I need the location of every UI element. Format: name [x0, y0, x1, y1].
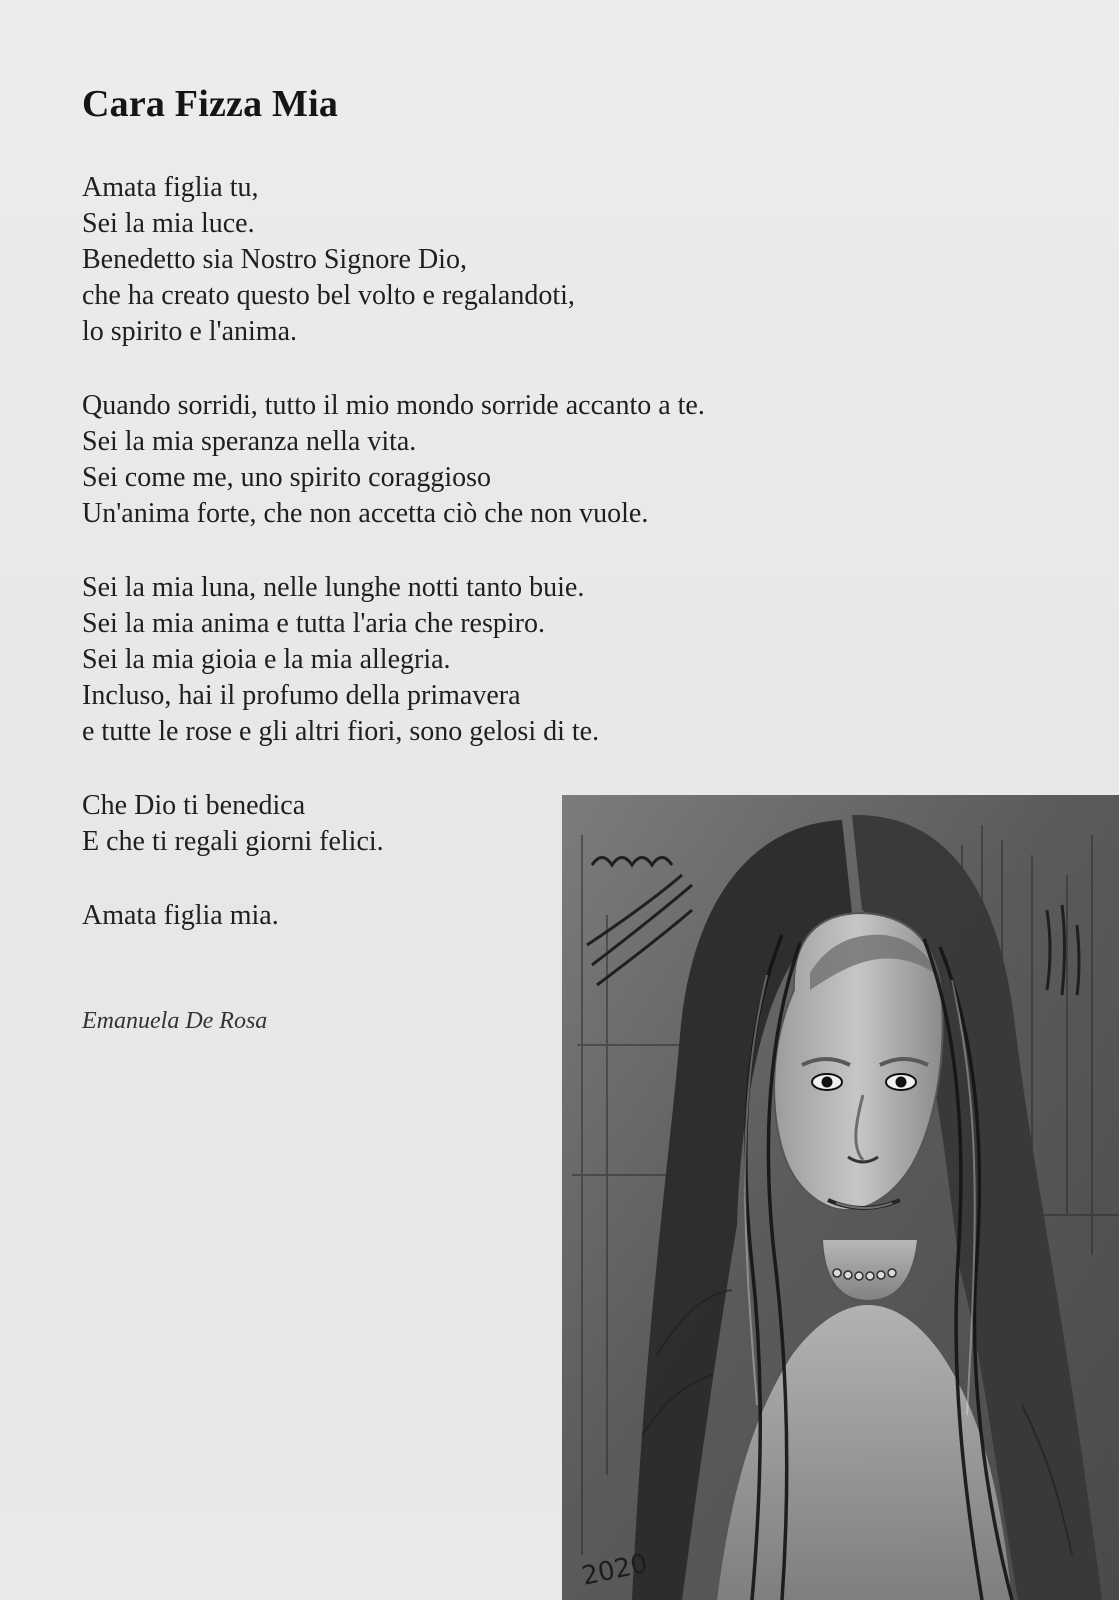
poem-line: Un'anima forte, che non accetta ciò che non vuole.: [82, 497, 649, 529]
poem-line: Sei come me, uno spirito coraggioso: [82, 461, 492, 493]
poem-line: Sei la mia luna, nelle lunghe notti tanto buie.: [82, 571, 585, 603]
portrait-drawing: [562, 795, 1119, 1600]
poem-line: che ha creato questo bel volto e regalandoti,: [82, 279, 575, 311]
poem-line: Benedetto sia Nostro Signore Dio,: [82, 243, 467, 275]
poem-line: Quando sorridi, tutto il mio mondo sorride accanto a te.: [82, 389, 705, 421]
poem-line: Sei la mia luce.: [82, 207, 255, 239]
stanza-3: [82, 570, 842, 750]
poem-title: Cara Fizza Mia: [82, 83, 339, 125]
poem-line: E che ti regali giorni felici.: [82, 825, 384, 857]
portrait-signature: 2020: [579, 1548, 651, 1592]
stanza-2: [82, 388, 842, 532]
portrait-illustration: [562, 795, 1119, 1600]
poem-line: Che Dio ti benedica: [82, 789, 306, 821]
poem-line: Sei la mia speranza nella vita.: [82, 425, 417, 457]
poem-line: Sei la mia gioia e la mia allegria.: [82, 643, 451, 675]
poem-line: lo spirito e l'anima.: [82, 315, 298, 347]
poem-line: Amata figlia mia.: [82, 899, 279, 931]
poem-line: Incluso, hai il profumo della primavera: [82, 679, 521, 711]
stanza-1: [82, 170, 842, 350]
poem-line: e tutte le rose e gli altri fiori, sono gelosi di te.: [82, 715, 600, 747]
author-signature: Emanuela De Rosa: [82, 1008, 268, 1034]
poem-line: Amata figlia tu,: [82, 171, 259, 203]
poem-line: Sei la mia anima e tutta l'aria che respiro.: [82, 607, 545, 639]
